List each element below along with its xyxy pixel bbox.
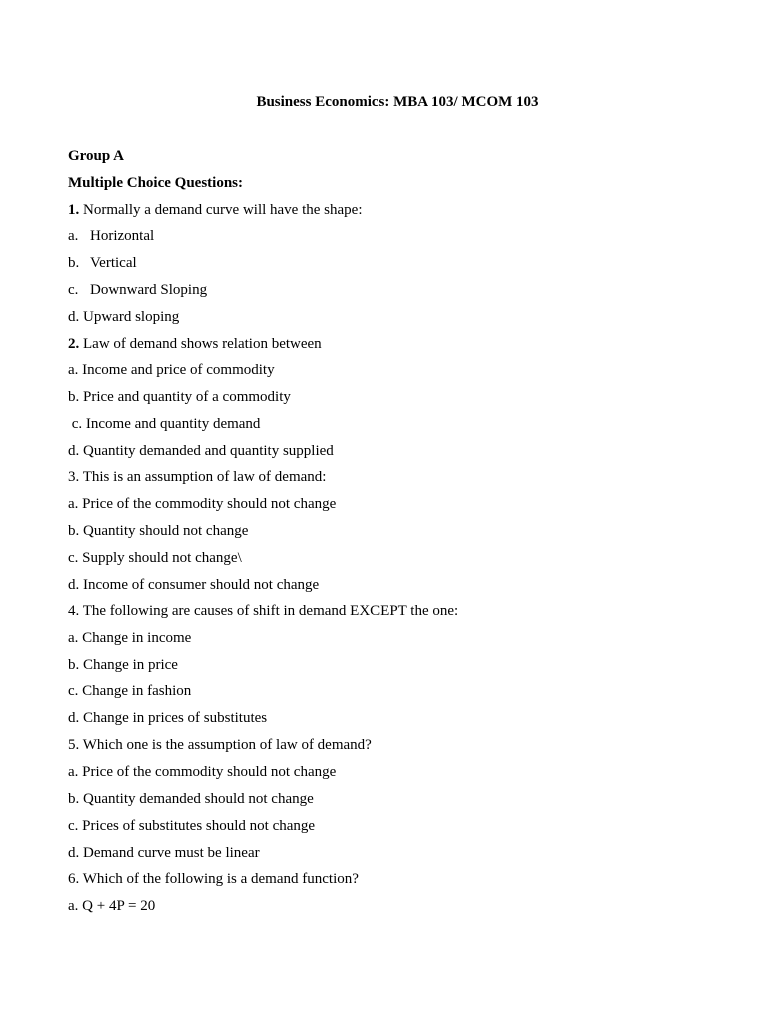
group-heading: Group A bbox=[68, 148, 124, 164]
q4-option-c: c. Change in fashion bbox=[68, 683, 192, 699]
question-text: Law of demand shows relation between bbox=[79, 336, 322, 352]
question-2 bbox=[68, 334, 322, 354]
option-letter: a. bbox=[68, 228, 79, 244]
section-heading: Multiple Choice Questions: bbox=[68, 175, 243, 191]
q2-option-b: b. Price and quantity of a commodity bbox=[68, 389, 291, 405]
q3-option-b: b. Quantity should not change bbox=[68, 523, 249, 539]
page-title: Business Economics: MBA 103/ MCOM 103 bbox=[256, 94, 539, 110]
q4-option-b: b. Change in price bbox=[68, 657, 178, 673]
option-text: Vertical bbox=[90, 255, 137, 271]
q5-option-b: b. Quantity demanded should not change bbox=[68, 791, 314, 807]
q1-option-d: d. Upward sloping bbox=[68, 309, 180, 325]
option-text: Horizontal bbox=[90, 228, 155, 244]
q1-option-b bbox=[68, 253, 137, 273]
option-text: Downward Sloping bbox=[90, 282, 208, 298]
q3-option-a: a. Price of the commodity should not change bbox=[68, 496, 337, 512]
q1-option-c bbox=[68, 280, 207, 300]
option-letter: b. bbox=[68, 255, 80, 271]
q2-option-d: d. Quantity demanded and quantity supplied bbox=[68, 443, 334, 459]
question-5: 5. Which one is the assumption of law of demand? bbox=[68, 737, 372, 753]
q5-option-d: d. Demand curve must be linear bbox=[68, 845, 260, 861]
q5-option-c: c. Prices of substitutes should not change bbox=[68, 818, 316, 834]
q3-option-c: c. Supply should not change\ bbox=[68, 550, 242, 566]
q2-option-a: a. Income and price of commodity bbox=[68, 362, 275, 378]
question-text: Normally a demand curve will have the shape: bbox=[79, 202, 363, 218]
question-1 bbox=[68, 200, 363, 220]
q2-option-c: c. Income and quantity demand bbox=[68, 416, 261, 432]
question-number: 2. bbox=[68, 336, 80, 352]
q4-option-a: a. Change in income bbox=[68, 630, 192, 646]
option-letter: c. bbox=[68, 282, 79, 298]
question-3: 3. This is an assumption of law of demand: bbox=[68, 469, 327, 485]
q5-option-a: a. Price of the commodity should not change bbox=[68, 764, 337, 780]
question-number: 1. bbox=[68, 202, 80, 218]
q6-option-a: a. Q + 4P = 20 bbox=[68, 898, 156, 914]
q1-option-a bbox=[68, 226, 154, 246]
q3-option-d: d. Income of consumer should not change bbox=[68, 577, 320, 593]
question-6: 6. Which of the following is a demand function? bbox=[68, 871, 359, 887]
q4-option-d: d. Change in prices of substitutes bbox=[68, 710, 268, 726]
question-4: 4. The following are causes of shift in demand EXCEPT the one: bbox=[68, 603, 459, 619]
